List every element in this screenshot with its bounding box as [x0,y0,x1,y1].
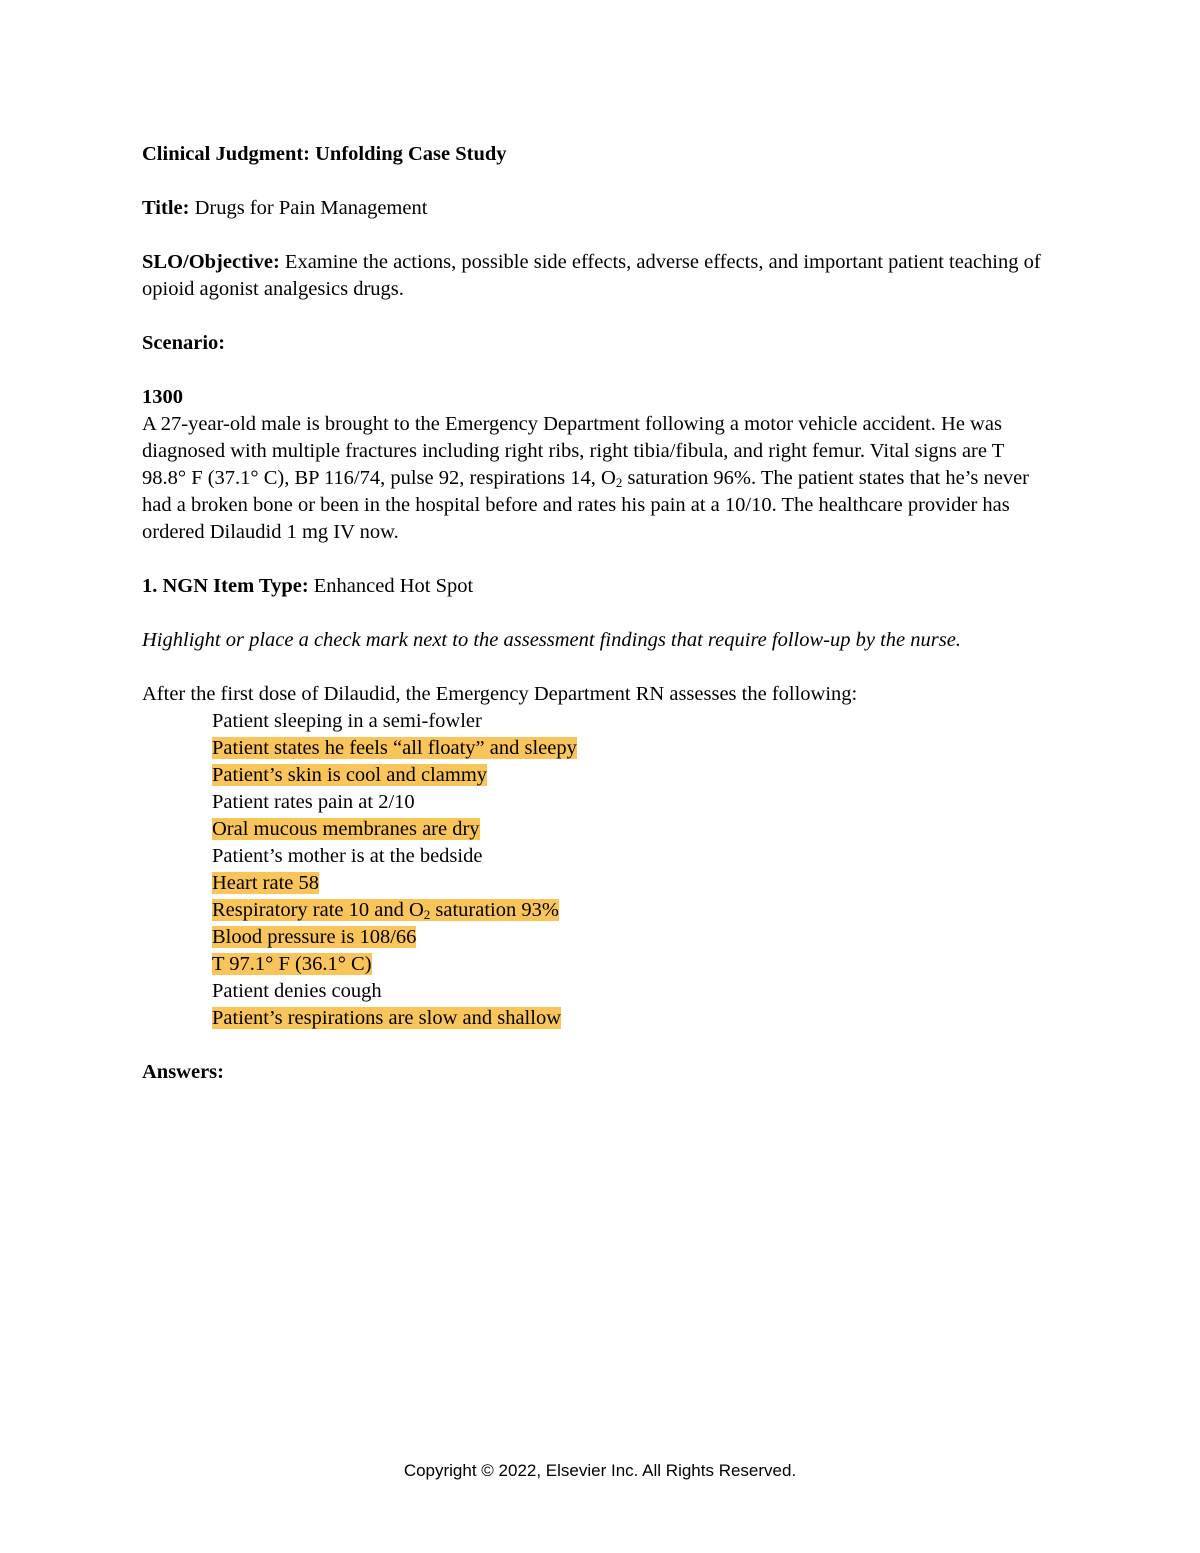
item-type-line [142,573,1042,600]
finding-text-highlighted[interactable] [212,926,416,948]
finding-text[interactable] [212,845,482,867]
finding-text-highlighted[interactable] [212,737,577,759]
finding-text-main: Patient’s skin is cool and clammy [212,764,488,786]
slo-objective [142,249,1042,303]
title-label: Title: [142,197,190,219]
finding-item[interactable] [212,762,1042,789]
scenario-text-part-2: saturation 96%. The patient states that he’s never had a broken bone or been in the hospital before and rates his pain at a 10/10. The healthcare provider has ordered Dilaudid 1 mg IV now. [142,467,1030,543]
finding-text-main: Respiratory rate 10 and O [212,899,424,921]
finding-text-highlighted[interactable] [212,872,319,894]
assessment-intro: After the first dose of Dilaudid, the Emergency Department RN assesses the following: [142,683,858,705]
finding-subscript: 2 [423,907,431,922]
finding-text[interactable] [212,710,482,732]
finding-text-highlighted[interactable] [212,953,372,975]
answers-label: Answers: [142,1061,224,1083]
copyright-footer: Copyright © 2022, Elsevier Inc. All Rights Reserved. [403,1461,797,1480]
finding-item[interactable] [212,708,1042,735]
instruction-text: Highlight or place a check mark next to the assessment findings that require follow-up by the nurse. [142,629,961,651]
finding-item[interactable] [212,816,1042,843]
finding-text-main: Patient’s mother is at the bedside [212,845,483,867]
finding-text-suffix: saturation 93% [430,899,559,921]
finding-text-main: Patient sleeping in a semi-fowler [212,710,482,732]
finding-text[interactable] [212,980,382,1002]
scenario-text-part-1: A 27-year-old male is brought to the Emergency Department following a motor vehicle accident. He was diagnosed with multiple fractures including right ribs, right tibia/fibula, and right femur. Vital signs are T 98.8° F (37.1° C), BP 116/74, pulse 92, respirations 14, O [142,413,1004,489]
finding-item[interactable] [212,924,1042,951]
finding-item[interactable] [212,789,1042,816]
finding-item[interactable] [212,978,1042,1005]
finding-text-main: Heart rate 58 [212,872,319,894]
scenario-heading [142,330,1042,357]
finding-text-main: Patient denies cough [212,980,382,1002]
item-number-label: 1. NGN Item Type: [142,575,309,597]
title-line [142,195,1042,222]
finding-text-main: Patient’s respirations are slow and shallow [212,1007,562,1029]
finding-text-main: Oral mucous membranes are dry [212,818,480,840]
slo-label: SLO/Objective: [142,251,280,273]
document-body [142,141,1042,1086]
finding-item[interactable] [212,897,1042,924]
item-type-value: Enhanced Hot Spot [313,575,474,597]
slo-value: Examine the actions, possible side effects, adverse effects, and important patient teaching of opioid agonist analgesics drugs. [142,251,1041,300]
finding-text[interactable] [212,791,415,813]
finding-text-highlighted[interactable] [212,818,480,840]
finding-text-main: Blood pressure is 108/66 [212,926,417,948]
finding-text-highlighted[interactable] [212,764,487,786]
finding-item[interactable] [212,735,1042,762]
finding-item[interactable] [212,870,1042,897]
finding-text-main: T 97.1° F (36.1° C) [212,953,372,975]
scenario-label: Scenario: [142,332,226,354]
finding-text-highlighted[interactable] [212,899,559,921]
assessment-findings-list [142,708,1042,1032]
scenario-text [142,411,1042,546]
time-marker [142,384,1042,411]
finding-text-highlighted[interactable] [212,1007,561,1029]
o2-subscript: 2 [615,475,623,490]
document-heading: Clinical Judgment: Unfolding Case Study [142,143,507,165]
finding-text-main: Patient rates pain at 2/10 [212,791,415,813]
finding-item[interactable] [212,1005,1042,1032]
finding-item[interactable] [212,843,1042,870]
answers-heading [142,1059,1042,1086]
time-marker-value: 1300 [142,386,183,408]
title-value: Drugs for Pain Management [194,197,428,219]
finding-item[interactable] [212,951,1042,978]
finding-text-main: Patient states he feels “all floaty” and sleepy [212,737,577,759]
